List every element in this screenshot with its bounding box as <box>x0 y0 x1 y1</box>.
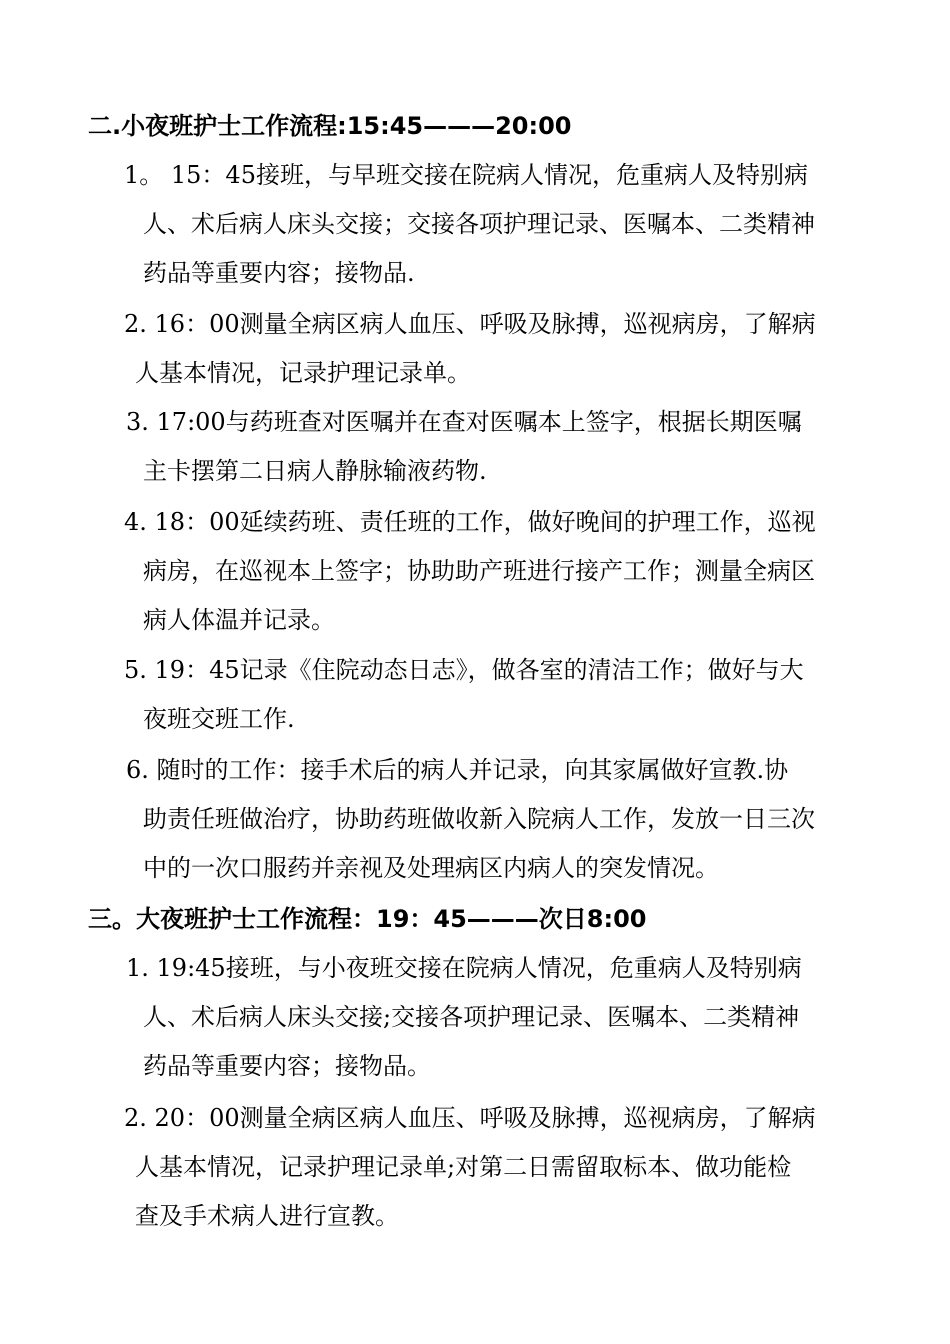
item-line: 2. 20：00测量全病区病人血压、呼吸及脉搏，巡视病房，了解病 <box>124 1104 816 1132</box>
item-line: 病人体温并记录。 <box>143 606 335 634</box>
section-3-heading: 三。大夜班护士工作流程：19：45———次日8:00 <box>88 905 647 933</box>
item-line: 3. 17:00与药班查对医嘱并在查对医嘱本上签字，根据长期医嘱 <box>126 408 802 436</box>
item-line: 5. 19：45记录《住院动态日志》，做各室的清洁工作；做好与大 <box>124 656 804 684</box>
item-line: 主卡摆第二日病人静脉输液药物. <box>143 457 487 485</box>
item-line: 人、术后病人床头交接；交接各项护理记录、医嘱本、二类精神 <box>143 210 815 238</box>
item-line: 6. 随时的工作：接手术后的病人并记录，向其家属做好宣教.协 <box>126 756 789 784</box>
section-2-heading: 二.小夜班护士工作流程:15:45———20:00 <box>88 112 572 140</box>
item-line: 4. 18：00延续药班、责任班的工作，做好晚间的护理工作，巡视 <box>124 508 816 536</box>
item-line: 病房，在巡视本上签字；协助助产班进行接产工作；测量全病区 <box>143 557 815 585</box>
item-line: 人基本情况，记录护理记录单。 <box>135 359 471 387</box>
item-line: 人、术后病人床头交接;交接各项护理记录、医嘱本、二类精神 <box>143 1003 800 1031</box>
item-line: 夜班交班工作. <box>143 705 295 733</box>
item-line: 2. 16：00测量全病区病人血压、呼吸及脉搏，巡视病房，了解病 <box>124 310 816 338</box>
item-line: 助责任班做治疗，协助药班做收新入院病人工作，发放一日三次 <box>143 805 815 833</box>
item-line: 1. 19:45接班，与小夜班交接在院病人情况，危重病人及特别病 <box>126 954 802 982</box>
item-line: 人基本情况，记录护理记录单;对第二日需留取标本、做功能检 <box>135 1153 792 1181</box>
item-line: 1。 15：45接班，与早班交接在院病人情况，危重病人及特别病 <box>124 161 808 189</box>
item-line: 药品等重要内容；接物品。 <box>143 1052 431 1080</box>
item-line: 查及手术病人进行宣教。 <box>135 1202 399 1230</box>
item-line: 中的一次口服药并亲视及处理病区内病人的突发情况。 <box>143 854 719 882</box>
item-line: 药品等重要内容；接物品. <box>143 259 415 287</box>
